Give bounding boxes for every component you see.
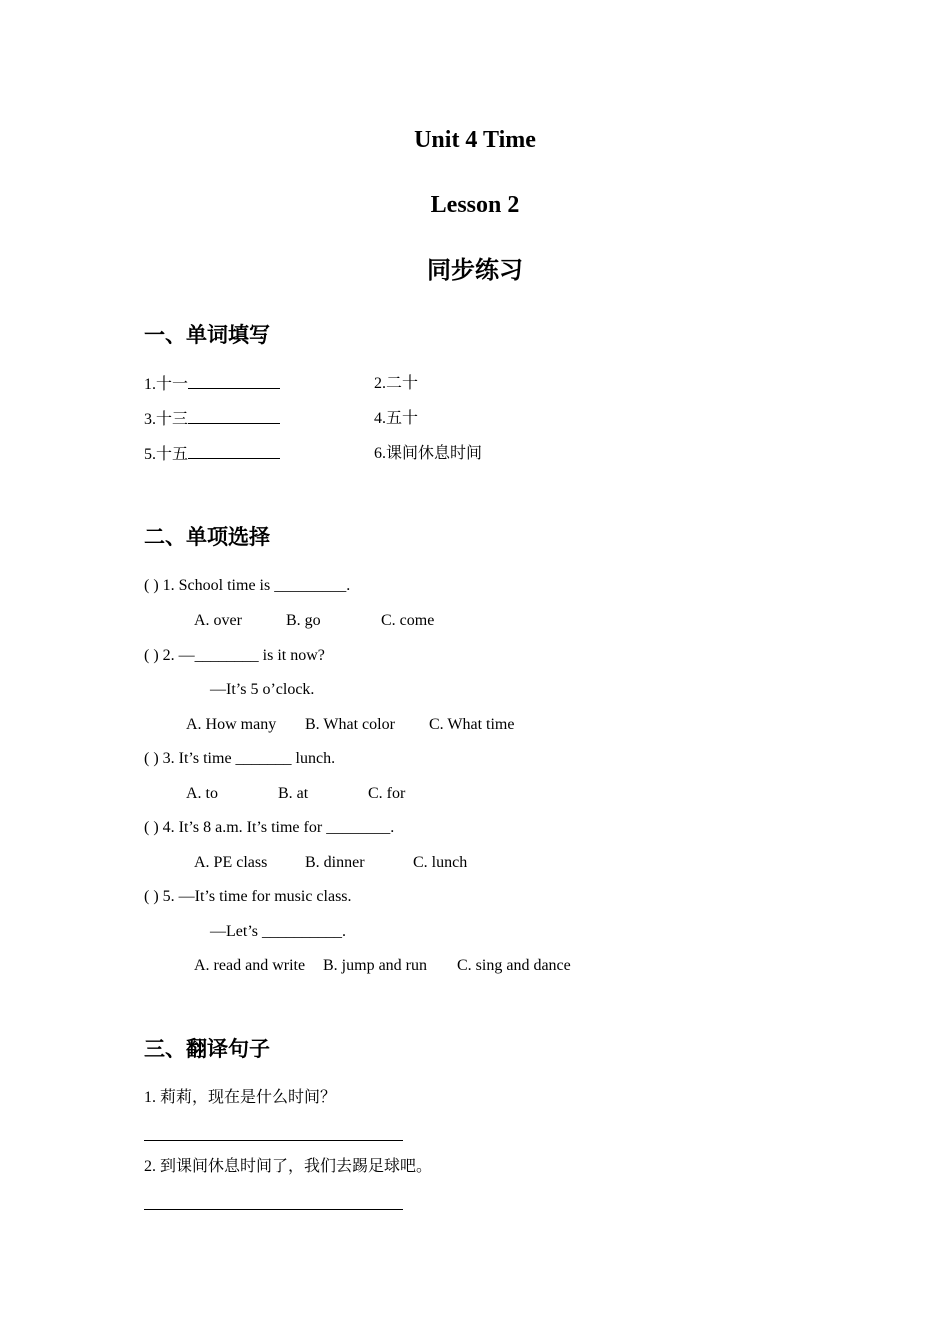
answer-line-1 [144, 1140, 403, 1141]
translation-item-2: 2. 到课间休息时间了，我们去踢足球吧。 [144, 1158, 433, 1175]
answer-line-2 [144, 1209, 403, 1210]
answer-blank [188, 443, 280, 459]
word-item-3-label: 3.十三 [144, 411, 189, 428]
answer-blank [188, 408, 280, 424]
word-item-1-label: 1.十一 [144, 376, 189, 393]
question-2-option-c: C. What time [429, 716, 515, 733]
question-1-stem: ( ) 1. School time is _________. [144, 577, 351, 594]
question-3-option-c: C. for [368, 785, 406, 802]
word-item-3 [144, 408, 280, 431]
question-5-option-b: B. jump and run [323, 957, 427, 974]
question-5-stem: ( ) 5. —It’s time for music class. [144, 888, 352, 905]
word-item-4: 4.五十 [374, 410, 419, 427]
word-item-1 [144, 373, 280, 396]
question-4-option-c: C. lunch [413, 854, 468, 871]
question-3-option-a: A. to [186, 785, 218, 802]
translation-item-1: 1. 莉莉，现在是什么时间？ [144, 1089, 337, 1106]
section-1-heading: 一、单词填写 [144, 323, 270, 347]
question-5-option-c: C. sing and dance [457, 957, 571, 974]
word-item-6: 6.课间休息时间 [374, 445, 483, 462]
word-item-2: 2.二十 [374, 375, 419, 392]
question-1-option-a: A. over [194, 612, 242, 629]
question-2-reply: —It’s 5 o’clock. [210, 681, 315, 698]
section-2-heading: 二、单项选择 [144, 525, 270, 549]
word-item-5-label: 5.十五 [144, 446, 189, 463]
exercise-heading: 同步练习 [427, 258, 523, 284]
answer-blank [188, 373, 280, 389]
section-3-heading: 三、翻译句子 [144, 1037, 270, 1061]
question-4-stem: ( ) 4. It’s 8 a.m. It’s time for ________. [144, 819, 395, 836]
question-5-reply: —Let’s __________. [210, 923, 346, 940]
question-3-option-b: B. at [278, 785, 309, 802]
question-5-option-a: A. read and write [194, 957, 306, 974]
question-2-option-a: A. How many [186, 716, 277, 733]
question-4-option-a: A. PE class [194, 854, 268, 871]
question-1-option-b: B. go [286, 612, 321, 629]
question-1-option-c: C. come [381, 612, 435, 629]
word-item-5 [144, 443, 280, 466]
question-2-option-b: B. What color [305, 716, 395, 733]
question-2-stem: ( ) 2. —________ is it now? [144, 647, 325, 664]
lesson-subtitle: Lesson 2 [430, 192, 520, 218]
question-4-option-b: B. dinner [305, 854, 365, 871]
question-3-stem: ( ) 3. It’s time _______ lunch. [144, 750, 336, 767]
page-title: Unit 4 Time [414, 127, 536, 153]
